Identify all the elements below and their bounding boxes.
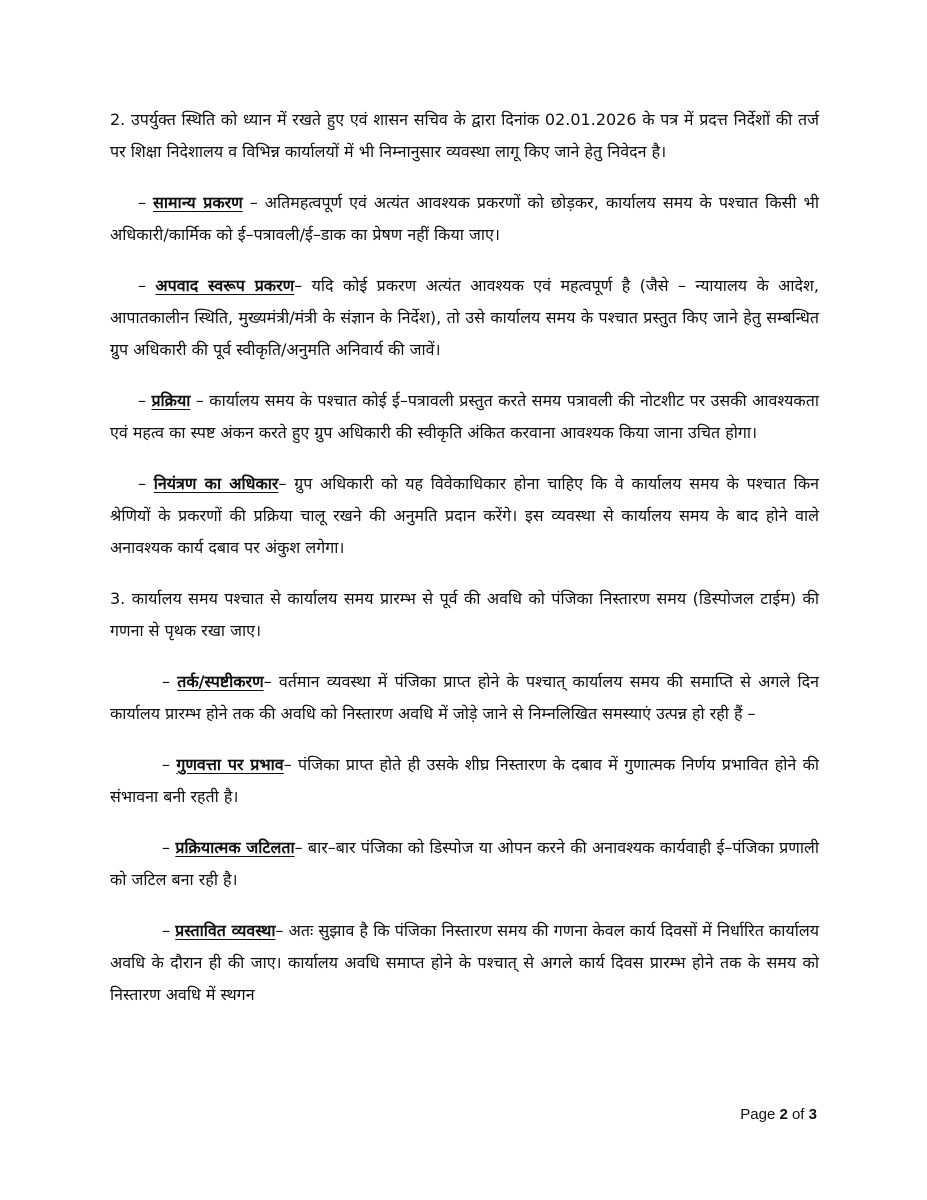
paragraph-heading: प्रक्रिया (151, 391, 191, 410)
paragraph-text: – पंजिका प्राप्त होते ही उसके शीघ्र निस्तारण के दबाव में गुणात्मक निर्णय प्रभावित होने की संभावना बनी रहती है। (110, 755, 820, 806)
paragraph-text: 2. उपर्युक्त स्थिति को ध्यान में रखते हुए एवं शासन सचिव के द्वारा दिनांक 02.01.2026 के पत्र में प्रदत्त निर्देशों की तर्ज पर शिक्षा निदेशालय व विभिन्न कार्यालयों में भी निम्नानुसार व्यवस्था लागू किए जाने हेतु निवेदन है। (110, 110, 819, 161)
paragraph-text: – ग्रुप अधिकारी को यह विवेकाधिकार होना चाहिए कि वे कार्यालय समय के पश्चात किन श्रेणियों के प्रकरणों की प्रक्रिया चालू रखने की अनुमति प्रदान करेंगे। इस व्यवस्था से कार्यालय समय के बाद होने वाले अनावश्यक कार्य दबाव पर अंकुश लगेगा। (110, 474, 819, 557)
paragraph-niyantran (110, 468, 819, 564)
paragraph-text: – यदि कोई प्रकरण अत्यंत आवश्यक एवं महत्वपूर्ण है (जैसे – न्यायालय के आदेश, आपातकालीन स्थिति, मुख्यमंत्री/मंत्री के संज्ञान के निर्देश), तो उसे कार्यालय समय के पश्चात प्रस्तुत किए जाने हेतु सम्बन्धित ग्रुप अधिकारी की पूर्व स्वीकृति/अनुमति अनिवार्य की जावें। (110, 276, 819, 359)
paragraph-heading: सामान्य प्रकरण (153, 193, 243, 212)
paragraph-dash: – (162, 921, 176, 940)
page-number (740, 1106, 817, 1123)
paragraph-dash: – (138, 474, 154, 493)
paragraph-text: – अतः सुझाव है कि पंजिका निस्तारण समय की गणना केवल कार्य दिवसों में निर्धारित कार्यालय अवधि के दौरान ही की जाए। कार्यालय अवधि समाप्त होने के पश्चात् से अगले कार्य दिवस प्रारम्भ होने तक के समय को निस्तारण अवधि में स्थगन (110, 921, 819, 1004)
paragraph-dash: – (162, 755, 177, 774)
paragraph-apvad-prakaran (110, 270, 819, 366)
paragraph-heading: प्रक्रियात्मक जटिलता (175, 838, 295, 857)
paragraph-heading: तर्क/स्पष्टीकरण (177, 672, 264, 691)
paragraph-dash: – (138, 276, 156, 295)
paragraph-text: 3. कार्यालय समय पश्चात से कार्यालय समय प्रारम्भ से पूर्व की अवधि को पंजिका निस्तारण समय (डिस्पोजल टाईम) की गणना से पृथक रखा जाए। (110, 589, 819, 640)
paragraph-point-3 (110, 583, 819, 647)
paragraph-dash: – (138, 391, 152, 410)
paragraph-dash: – (138, 193, 154, 212)
paragraph-prastavit (110, 915, 819, 1011)
paragraph-dash: – (162, 672, 178, 691)
paragraph-jatilta (110, 832, 819, 896)
paragraph-samanya-prakaran (110, 187, 819, 251)
page-total: 3 (808, 1106, 817, 1123)
paragraph-point-2 (110, 104, 819, 168)
paragraph-heading: अपवाद स्वरूप प्रकरण (155, 276, 295, 295)
page-current: 2 (779, 1106, 788, 1123)
paragraph-prakriya (110, 385, 819, 449)
paragraph-text: – कार्यालय समय के पश्चात कोई ई–पत्रावली प्रस्तुत करते समय पत्रावली की नोटशीट पर उसकी आवश्यकता एवं महत्व का स्पष्ट अंकन करते हुए ग्रुप अधिकारी की स्वीकृति अंकित करवाना आवश्यक किया जाना उचित होगा। (110, 391, 819, 442)
paragraph-text: – वर्तमान व्यवस्था में पंजिका प्राप्त होने के पश्चात् कार्यालय समय की समाप्ति से अगले दिन कार्यालय प्रारम्भ होने तक की अवधि को निस्तारण अवधि में जोड़े जाने से निम्नलिखित समस्याएं उत्पन्न हो रही हैं – (110, 672, 819, 723)
paragraph-text: – बार–बार पंजिका को डिस्पोज या ओपन करने की अनावश्यक कार्यवाही ई–पंजिका प्रणाली को जटिल बना रही है। (110, 838, 819, 889)
page-word: Page (740, 1106, 780, 1123)
paragraph-heading: गुणवत्ता पर प्रभाव (176, 755, 284, 774)
paragraph-heading: नियंत्रण का अधिकार (153, 474, 279, 493)
paragraph-dash: – (162, 838, 176, 857)
paragraph-tark (110, 666, 819, 730)
page-of-word: of (787, 1106, 809, 1123)
paragraph-gunvatta (110, 749, 819, 813)
paragraph-heading: प्रस्तावित व्यवस्था (175, 921, 276, 940)
paragraph-text: – अतिमहत्वपूर्ण एवं अत्यंत आवश्यक प्रकरणों को छोड़कर, कार्यालय समय के पश्चात किसी भी अधिकारी/कार्मिक को ई–पत्रावली/ई–डाक का प्रेषण नहीं किया जाए। (110, 193, 819, 244)
